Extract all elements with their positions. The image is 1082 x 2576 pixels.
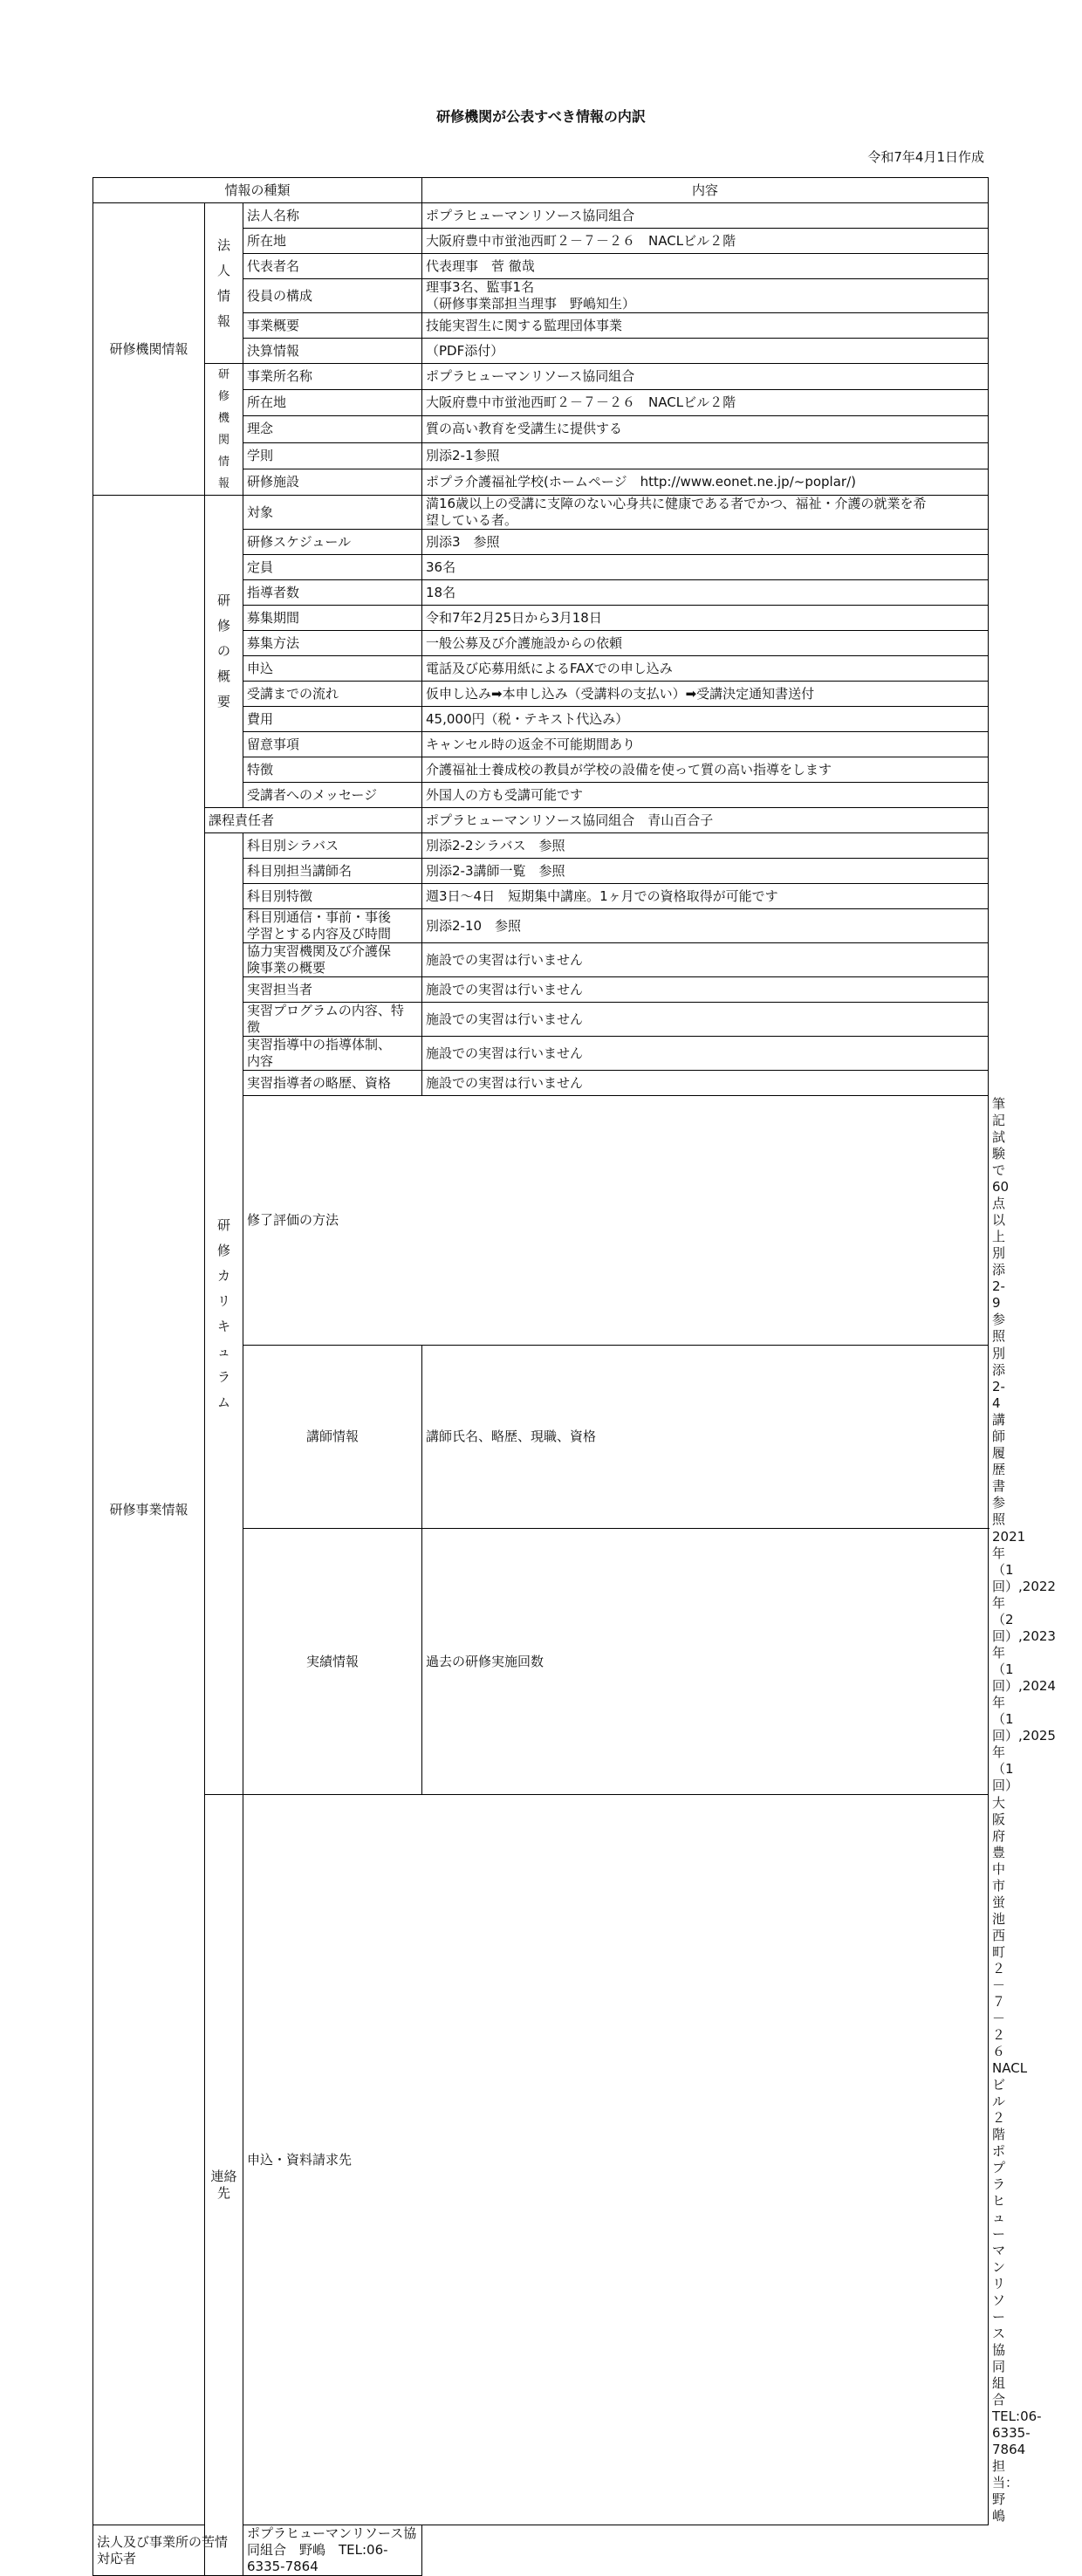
group-results: 実績情報 <box>243 1529 422 1795</box>
row-label: 実習担当者 <box>243 977 422 1003</box>
subgroup-overview: 研 修 の 概 要 <box>205 496 243 808</box>
row-label: 受講までの流れ <box>243 682 422 707</box>
row-value: ポプラヒューマンリソース協同組合 <box>422 364 989 390</box>
subgroup-institution: 研 修 機 関 情 報 <box>205 364 243 496</box>
row-label: 定員 <box>243 555 422 580</box>
row-label: 科目別特徴 <box>243 884 422 909</box>
row-label: 講師氏名、略歴、現職、資格 <box>422 1346 989 1529</box>
row-value: ポプラヒューマンリソース協同組合 野嶋 TEL:06-6335-7864 <box>243 2525 422 2576</box>
row-label: 決算情報 <box>243 339 422 364</box>
row-value: 45,000円（税・テキスト代込み） <box>422 707 989 732</box>
row-value: 満16歳以上の受講に支障のない心身共に健康である者でかつ、福祉・介護の就業を希 望している者。 <box>422 496 989 530</box>
document-title: 研修機関が公表すべき情報の内訳 <box>436 108 646 125</box>
row-label: 協力実習機関及び介護保 険事業の概要 <box>243 943 422 977</box>
row-label: 科目別シラバス <box>243 833 422 859</box>
group-contact: 連絡先 <box>205 1795 243 2576</box>
row-value: ポプラヒューマンリソース協同組合 青山百合子 <box>422 808 989 833</box>
table-row: 連絡先 申込・資料請求先 大阪府豊中市蛍池西町２－７－２６ NACLビル２階 ポプラヒューマンリソース協同組合 TEL:06-6335-7864 担当：野嶋 <box>93 1795 989 2525</box>
row-value: 36名 <box>422 555 989 580</box>
header-content: 内容 <box>422 178 989 203</box>
row-value: 別添3 参照 <box>422 530 989 555</box>
row-label: 実習指導中の指導体制、 内容 <box>243 1037 422 1071</box>
row-label: 募集期間 <box>243 606 422 631</box>
row-label: 受講者へのメッセージ <box>243 783 422 808</box>
group-project: 研修事業情報 <box>93 496 205 2525</box>
info-table <box>92 177 1056 2576</box>
row-value: 大阪府豊中市蛍池西町２－７－２６ NACLビル２階 <box>422 390 989 416</box>
row-value: 施設での実習は行いません <box>422 1071 989 1096</box>
table-header-row <box>93 178 989 203</box>
row-value: 別添2-2シラバス 参照 <box>422 833 989 859</box>
row-value: 電話及び応募用紙によるFAXでの申し込み <box>422 656 989 682</box>
table-row <box>93 2525 989 2576</box>
row-value: 18名 <box>422 580 989 606</box>
table-row <box>93 496 989 530</box>
table-row: 講師情報 講師氏名、略歴、現職、資格 別添2-4講師履歴書 参照 <box>93 1346 989 1529</box>
table-row <box>93 364 989 390</box>
row-value: キャンセル時の返金不可能期間あり <box>422 732 989 757</box>
row-label: 事業所名称 <box>243 364 422 390</box>
row-value: ポプラ介護福祉学校(ホームページ http://www.eonet.ne.jp/~poplar/) <box>422 469 989 495</box>
row-label: 費用 <box>243 707 422 732</box>
row-label: 特徴 <box>243 757 422 783</box>
row-label: 科目別通信・事前・事後 学習とする内容及び時間 <box>243 909 422 943</box>
row-value: 施設での実習は行いません <box>422 1037 989 1071</box>
row-label: 留意事項 <box>243 732 422 757</box>
table-row <box>93 203 989 229</box>
table-row: 修了評価の方法 筆記試験で60点以上 別添2-9 参照 <box>93 1096 989 1346</box>
table-row <box>93 808 989 833</box>
row-label: 実習指導者の略歴、資格 <box>243 1071 422 1096</box>
row-label: 申込・資料請求先 <box>243 1795 989 2525</box>
row-label: 学則 <box>243 442 422 469</box>
row-label: 科目別担当講師名 <box>243 859 422 884</box>
row-value: 別添2-3講師一覧 参照 <box>422 859 989 884</box>
row-value: 令和7年2月25日から3月18日 <box>422 606 989 631</box>
row-label: 申込 <box>243 656 422 682</box>
row-value: 施設での実習は行いません <box>422 977 989 1003</box>
created-date: 令和7年4月1日作成 <box>867 149 984 165</box>
group-instructor: 講師情報 <box>243 1346 422 1529</box>
row-label: 所在地 <box>243 390 422 416</box>
group-institution: 研修機関情報 <box>93 203 205 496</box>
row-value: 代表理事 菅 徹哉 <box>422 254 989 279</box>
row-value: 理事3名、監事1名 （研修事業部担当理事 野嶋知生） <box>422 279 989 313</box>
row-label: 指導者数 <box>243 580 422 606</box>
row-label: 法人及び事業所の苦情対応者 <box>93 2525 243 2576</box>
row-label: 代表者名 <box>243 254 422 279</box>
row-label: 対象 <box>243 496 422 530</box>
header-type: 情報の種類 <box>93 178 422 203</box>
row-value: 介護福祉士養成校の教員が学校の設備を使って質の高い指導をします <box>422 757 989 783</box>
row-label: 事業概要 <box>243 313 422 339</box>
row-label: 研修スケジュール <box>243 530 422 555</box>
row-label: 研修施設 <box>243 469 422 495</box>
row-value: 技能実習生に関する監理団体事業 <box>422 313 989 339</box>
table-row <box>93 833 989 859</box>
row-label: 役員の構成 <box>243 279 422 313</box>
row-value: ポプラヒューマンリソース協同組合 <box>422 203 989 229</box>
row-value: 一般公募及び介護施設からの依頼 <box>422 631 989 656</box>
row-value: 施設での実習は行いません <box>422 1003 989 1037</box>
row-value: 施設での実習は行いません <box>422 943 989 977</box>
row-value: 質の高い教育を受講生に提供する <box>422 416 989 442</box>
row-label: 修了評価の方法 <box>243 1096 989 1346</box>
subgroup-curriculum: 研 修 カ リ キ ュ ラ ム <box>205 833 243 1795</box>
table-row: 実績情報 過去の研修実施回数 2021年（1回）,2022年（2回）,2023年（1回）,2024年（1回）,2025年（1回） <box>93 1529 989 1795</box>
row-label: 法人名称 <box>243 203 422 229</box>
row-value: （PDF添付） <box>422 339 989 364</box>
row-value: 別添2-10 参照 <box>422 909 989 943</box>
row-label: 課程責任者 <box>205 808 422 833</box>
row-label: 所在地 <box>243 229 422 254</box>
row-value: 別添2-1参照 <box>422 442 989 469</box>
row-value: 外国人の方も受講可能です <box>422 783 989 808</box>
row-label: 理念 <box>243 416 422 442</box>
row-label: 過去の研修実施回数 <box>422 1529 989 1795</box>
row-value: 週3日～4日 短期集中講座。1ヶ月での資格取得が可能です <box>422 884 989 909</box>
row-label: 募集方法 <box>243 631 422 656</box>
row-label: 実習プログラムの内容、特 徴 <box>243 1003 422 1037</box>
row-value: 仮申し込み➡本申し込み（受講料の支払い）➡受講決定通知書送付 <box>422 682 989 707</box>
row-value: 大阪府豊中市蛍池西町２－７－２６ NACLビル２階 <box>422 229 989 254</box>
subgroup-corporation: 法 人 情 報 <box>205 203 243 364</box>
